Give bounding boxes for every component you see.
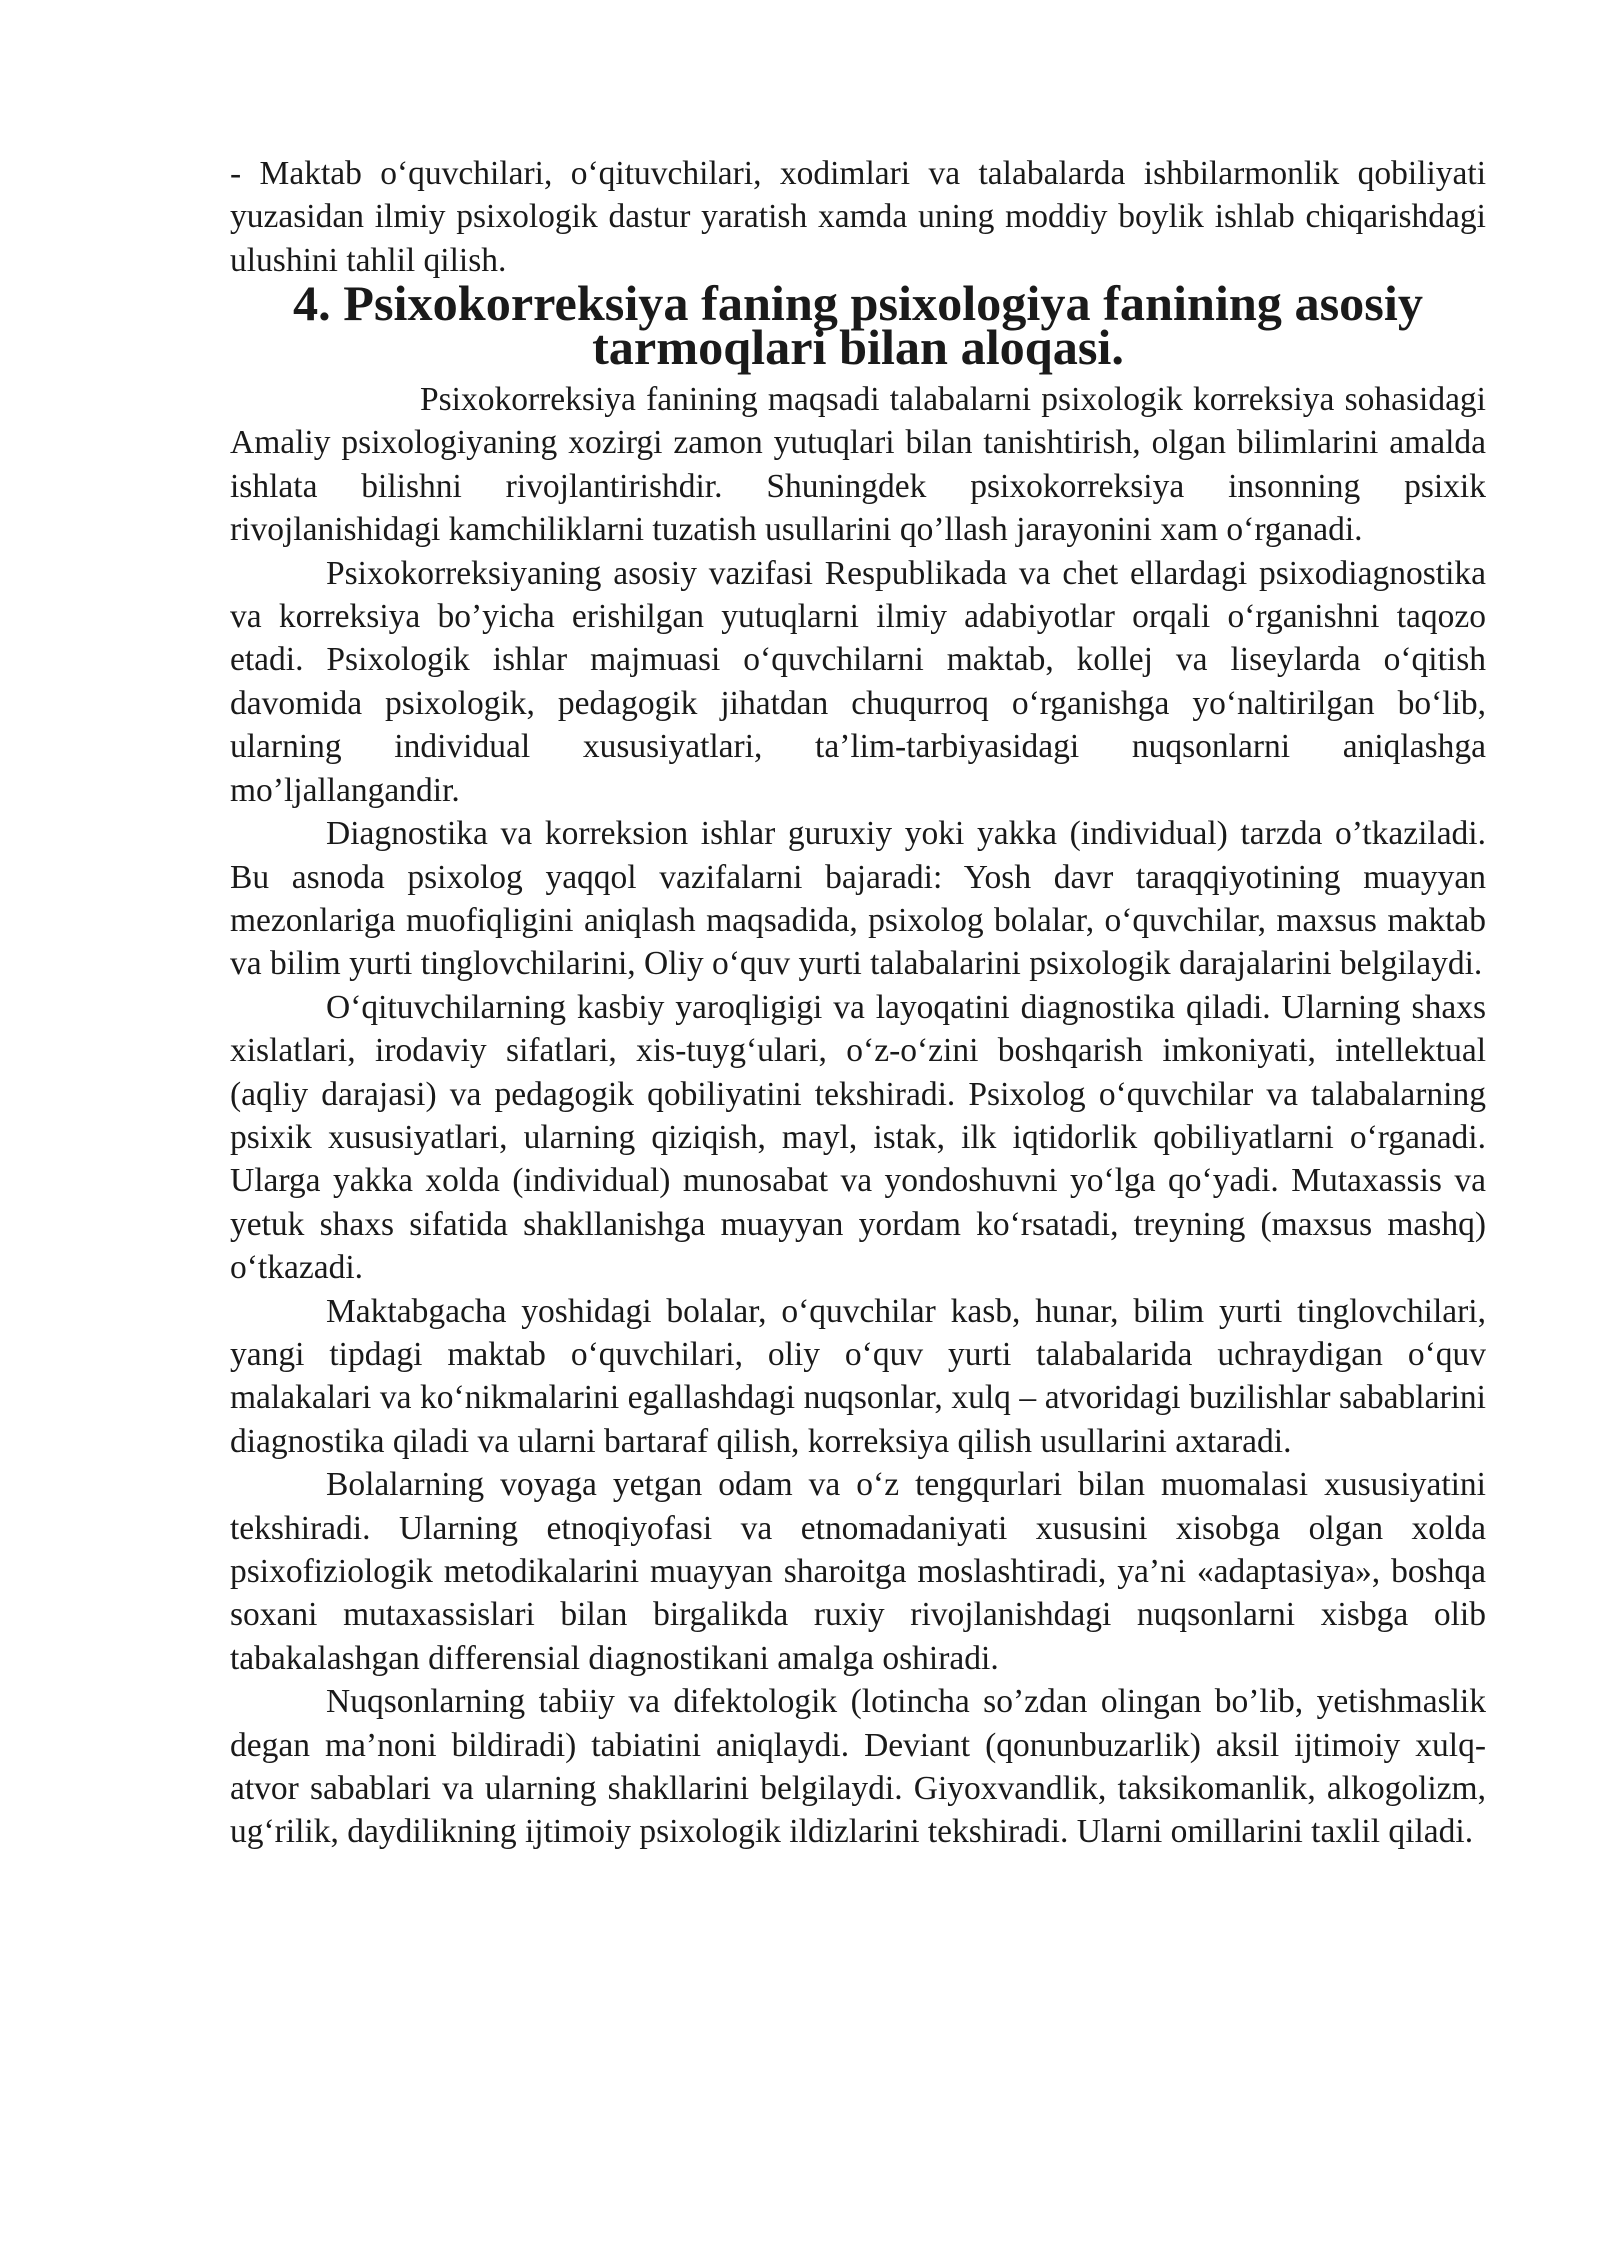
section-heading: 4. Psixokorreksiya faning psixologiya fanining asosiy tarmoqlari bilan aloqasi. <box>293 275 1423 375</box>
intro-list-item: - Maktab o‘quvchilari, o‘qituvchilari, xodimlari va talabalarda ishbilarmonlik qobiliyati yuzasidan ilmiy psixologik dastur yaratish xamda uning moddiy boylik ishlab chiqarishdagi ulushini tahlil qilish. <box>230 155 1486 279</box>
paragraph-teachers: O‘qituvchilarning kasbiy yaroqligigi va layoqatini diagnostika qiladi. Ularning shaxs xislatlari, irodaviy sifatlari, xis-tuyg‘ulari, o‘z-o‘zini boshqarish imkoniyati, intellektual (aqliy darajasi) va pedagogik qobiliyatini tekshiradi. Psixolog o‘quvchilar va talabalarning psixik xususiyatlari, ularning qiziqish, mayl, istak, ilk iqtidorlik qobiliyatlarni o‘rganadi. Ularga yakka xolda (individual) munosabat va yondoshuvni yo‘lga qo‘yadi. Mutaxassis va yetuk shaxs sifatida shakllanishga muayyan yordam ko‘rsatadi, treyning (maxsus mashq) o‘tkazadi. <box>230 988 1486 1287</box>
paragraph-children-communication: Bolalarning voyaga yetgan odam va o‘z tengqurlari bilan muomalasi xususiyatini tekshiradi. Ularning etnoqiyofasi va etnomadaniyati xususini xisobga olgan xolda psixofiziologik metodikalarini muayyan sharoitga moslashtiradi, ya’ni «adaptasiya», boshqa soxani mutaxassislari bilan birgalikda ruxiy rivojlanishdagi nuqsonlarni xisbga olib tabakalashgan differensial diagnostikani amalga oshiradi. <box>230 1466 1486 1677</box>
paragraph-goal: Psixokorreksiya fanining maqsadi talabalarni psixologik korreksiya sohasidagi Amaliy psixologiyaning xozirgi zamon yutuqlari bilan tanishtirish, olgan bilimlarini amalda ishlata bilishni rivojlantirishdir. Shuningdek psixokorreksiya insonning psixik rivojlanishidagi kamchiliklarni tuzatish usullarini qo’llash jarayonini xam o‘rganadi. <box>230 381 1486 549</box>
paragraph-defects: Nuqsonlarning tabiiy va difektologik (lotincha so’zdan olingan bo’lib, yetishmaslik degan ma’noni bildiradi) tabiatini aniqlaydi. Deviant (qonunbuzarlik) aksil ijtimoiy xulq-atvor sabablari va ularning shakllarini belgilaydi. Giyoxvandlik, taksikomanlik, alkogolizm, ug‘rilik, daydilikning ijtimoiy psixologik ildizlarini tekshiradi. Ularni omillarini taxlil qiladi. <box>230 1683 1486 1851</box>
paragraph-diagnostics: Diagnostika va korreksion ishlar guruxiy yoki yakka (individual) tarzda o’tkaziladi. Bu asnoda psixolog yaqqol vazifalarni bajaradi: Yosh davr taraqqiyotining muayyan mezonlariga muofiqligini aniqlash maqsadida, psixolog bolalar, o‘quvchilar, maxsus maktab va bilim yurti tinglovchilarini, Oliy o‘quv yurti talabalarini psixologik darajalarini belgilaydi. <box>230 815 1486 983</box>
paragraph-main-task: Psixokorreksiyaning asosiy vazifasi Respublikada va chet ellardagi psixodiagnostika va korreksiya bo’yicha erishilgan yutuqlarni ilmiy adabiyotlar orqali o‘rganishni taqozo etadi. Psixologik ishlar majmuasi o‘quvchilarni maktab, kollej va liseylarda o‘qitish davomida psixologik, pedagogik jihatdan chuqurroq o‘rganishga yo‘naltirilgan bo‘lib, ularning individual xususiyatlari, ta’lim-tarbiyasidagi nuqsonlarni aniqlashga mo’ljallangandir. <box>230 554 1486 809</box>
paragraph-preschool: Maktabgacha yoshidagi bolalar, o‘quvchilar kasb, hunar, bilim yurti tinglovchilari, yangi tipdagi maktab o‘quvchilari, oliy o‘quv yurti talabalarida uchraydigan o‘quv malakalari va ko‘nikmalarini egallashdagi nuqsonlar, xulq – atvoridagi buzilishlar sabablarini diagnostika qiladi va ularni bartaraf qilish, korreksiya qilish usullarini axtaradi. <box>230 1292 1486 1460</box>
document-page <box>230 152 1486 1854</box>
